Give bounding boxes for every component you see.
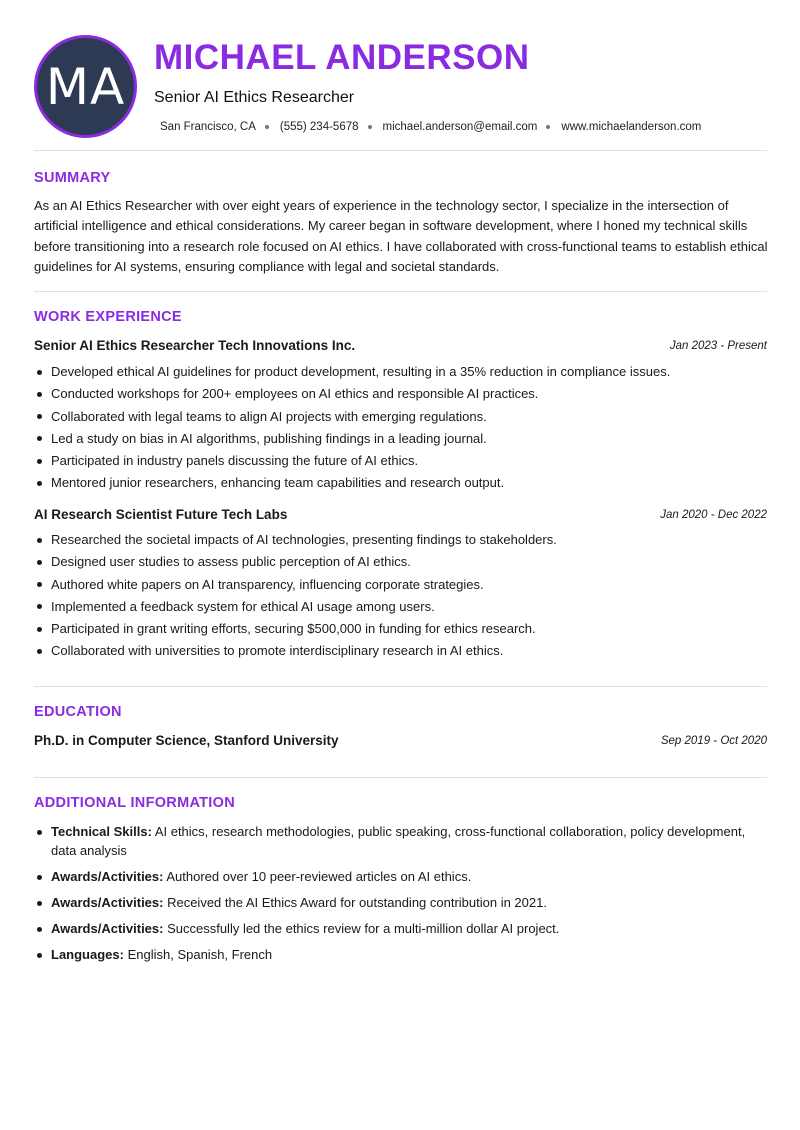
info-label: Awards/Activities: xyxy=(51,869,164,884)
job-bullet-list xyxy=(34,531,774,665)
contact-location: San Francisco, CA xyxy=(160,121,256,133)
additional-info-heading: ADDITIONAL INFORMATION xyxy=(34,795,235,811)
avatar xyxy=(34,35,137,138)
separator-dot xyxy=(368,125,372,129)
avatar-initials: MA xyxy=(45,57,126,116)
job-bullet: Collaborated with universities to promote interdisciplinary research in AI ethics. xyxy=(34,642,774,659)
job-bullet: Researched the societal impacts of AI technologies, presenting findings to stakeholders. xyxy=(34,531,774,548)
job-bullet: Authored white papers on AI transparency, influencing corporate strategies. xyxy=(34,576,774,593)
candidate-role: Senior AI Ethics Researcher xyxy=(154,89,355,106)
job-bullet: Participated in grant writing efforts, securing $500,000 in funding for ethics research. xyxy=(34,620,774,637)
divider xyxy=(34,291,767,292)
separator-dot xyxy=(546,125,550,129)
job-title: Senior AI Ethics Researcher Tech Innovations Inc. xyxy=(34,338,356,353)
contact-email[interactable]: michael.anderson@email.com xyxy=(382,121,538,133)
info-item xyxy=(34,945,774,964)
job-bullet: Developed ethical AI guidelines for product development, resulting in a 35% reduction in compliance issues. xyxy=(34,363,774,380)
info-item xyxy=(34,867,774,886)
job-bullet-list xyxy=(34,363,774,497)
divider xyxy=(34,777,767,778)
divider xyxy=(34,686,767,687)
divider xyxy=(34,150,767,151)
job-dates: Jan 2020 - Dec 2022 xyxy=(660,509,767,521)
job-title: AI Research Scientist Future Tech Labs xyxy=(34,507,288,522)
education-heading: EDUCATION xyxy=(34,704,122,720)
contact-line xyxy=(160,121,701,133)
contact-website[interactable]: www.michaelanderson.com xyxy=(561,121,702,133)
info-text: AI ethics, research methodologies, public speaking, cross-functional collaboration, policy development, data analysis xyxy=(51,824,746,858)
info-text: English, Spanish, French xyxy=(123,947,273,962)
info-text: Successfully led the ethics review for a multi-million dollar AI project. xyxy=(163,921,560,936)
summary-text: As an AI Ethics Researcher with over eight years of experience in the technology sector, I specialize in the intersection of artificial intelligence and ethical considerations. My career began in software development, where I honed my technical skills before transitioning into a research role focused on AI ethics. I have collaborated with cross-functional teams to establish ethical guidelines for AI systems, ensuring compliance with legal and societal standards. xyxy=(34,198,768,274)
job-bullet: Designed user studies to assess public perception of AI ethics. xyxy=(34,553,774,570)
degree-dates: Sep 2019 - Oct 2020 xyxy=(660,735,767,747)
info-label: Awards/Activities: xyxy=(51,895,164,910)
info-item xyxy=(34,822,774,860)
job-bullet: Conducted workshops for 200+ employees on AI ethics and responsible AI practices. xyxy=(34,385,774,402)
job-bullet: Mentored junior researchers, enhancing team capabilities and research output. xyxy=(34,474,774,491)
job-bullet: Implemented a feedback system for ethical AI usage among users. xyxy=(34,598,774,615)
contact-phone: (555) 234-5678 xyxy=(279,121,359,133)
job-bullet: Led a study on bias in AI algorithms, publishing findings in a leading journal. xyxy=(34,430,774,447)
info-item xyxy=(34,919,774,938)
work-experience-heading: WORK EXPERIENCE xyxy=(34,309,182,325)
degree-title: Ph.D. in Computer Science, Stanford University xyxy=(34,733,339,748)
info-label: Technical Skills: xyxy=(51,824,152,839)
separator-dot xyxy=(265,125,269,129)
additional-info-list xyxy=(34,822,774,971)
info-text: Received the AI Ethics Award for outstanding contribution in 2021. xyxy=(163,895,547,910)
candidate-name: MICHAEL ANDERSON xyxy=(154,38,530,77)
job-dates: Jan 2023 - Present xyxy=(669,340,767,352)
job-header xyxy=(34,507,767,525)
job-bullet: Collaborated with legal teams to align AI projects with emerging regulations. xyxy=(34,408,774,425)
info-text: Authored over 10 peer-reviewed articles on AI ethics. xyxy=(163,869,472,884)
resume-header xyxy=(0,0,800,150)
info-label: Languages: xyxy=(51,947,124,962)
summary-heading: SUMMARY xyxy=(34,170,111,186)
job-bullet: Participated in industry panels discussing the future of AI ethics. xyxy=(34,452,774,469)
info-item xyxy=(34,893,774,912)
job-header xyxy=(34,338,767,356)
info-label: Awards/Activities: xyxy=(51,921,164,936)
